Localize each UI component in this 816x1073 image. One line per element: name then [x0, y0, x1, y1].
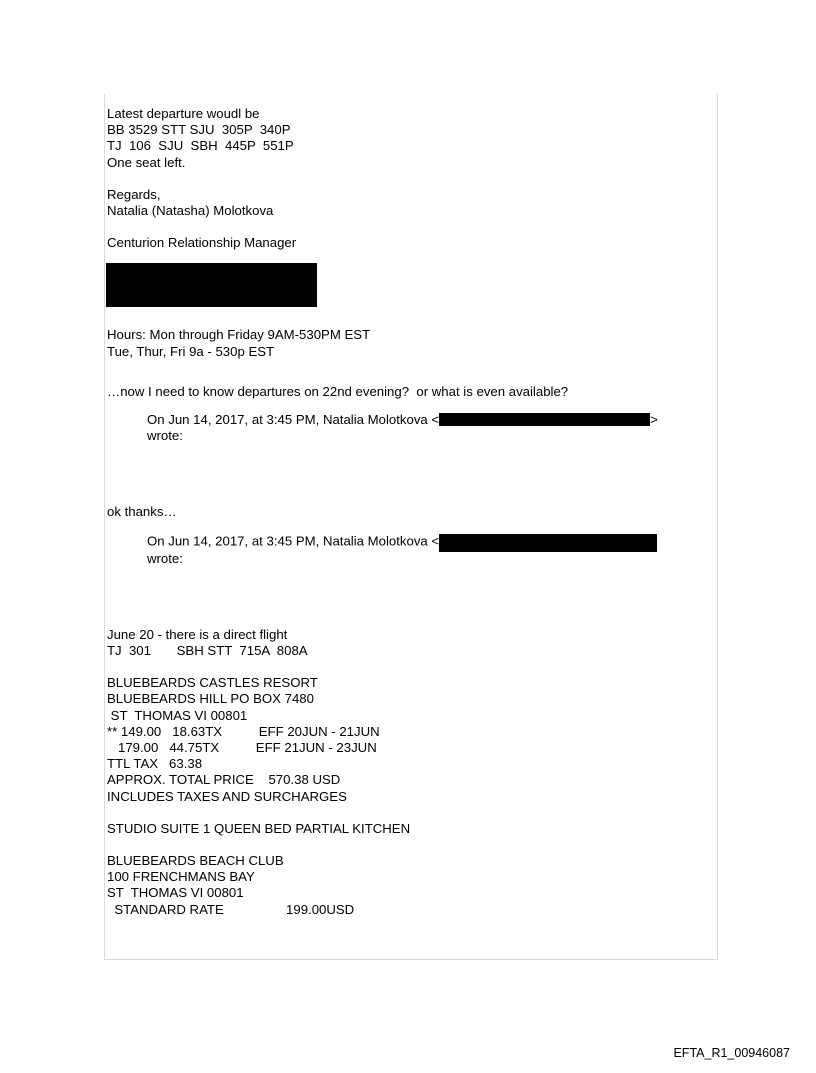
regards: Regards,: [107, 186, 161, 202]
flight-line-2: TJ 106 SJU SBH 445P 551P: [107, 138, 294, 154]
rate-line-2: 179.00 44.75TX EFF 21JUN - 23JUN: [107, 740, 377, 756]
quote2-wrote: wrote:: [147, 550, 183, 566]
hotel2-address-1: 100 FRENCHMANS BAY: [107, 869, 255, 885]
redaction-email-1: [439, 413, 650, 426]
standard-rate: STANDARD RATE 199.00USD: [107, 901, 355, 917]
sender-name: Natalia (Natasha) Molotkova: [107, 203, 274, 219]
quote-header-1: [147, 412, 707, 444]
june20-note: June 20 - there is a direct flight: [107, 626, 288, 642]
redaction-email-2: [439, 534, 657, 552]
hotel2-address-2: ST THOMAS VI 00801: [107, 885, 244, 901]
quote1-prefix: On Jun 14, 2017, at 3:45 PM, Natalia Molotkova <: [147, 412, 440, 428]
approx-total: APPROX. TOTAL PRICE 570.38 USD: [107, 772, 341, 788]
redaction-block: [106, 263, 317, 307]
quote1-wrote: wrote:: [147, 428, 183, 444]
flight-line-3: TJ 301 SBH STT 715A 808A: [107, 643, 308, 659]
hours-line-1: Hours: Mon through Friday 9AM-530PM EST: [107, 327, 371, 343]
hotel1-address-2: ST THOMAS VI 00801: [107, 707, 248, 723]
quote-header-2: [147, 533, 707, 567]
document-id: EFTA_R1_00946087: [673, 1046, 790, 1060]
quote2-prefix: On Jun 14, 2017, at 3:45 PM, Natalia Molotkova <: [147, 533, 440, 549]
hotel2-name: BLUEBEARDS BEACH CLUB: [107, 853, 284, 869]
departure-intro: Latest departure woudl be: [107, 106, 260, 121]
ok-thanks: ok thanks…: [107, 504, 177, 520]
sender-title: Centurion Relationship Manager: [107, 235, 297, 251]
room-type: STUDIO SUITE 1 QUEEN BED PARTIAL KITCHEN: [107, 820, 411, 836]
hours-line-2: Tue, Thur, Fri 9a - 530p EST: [107, 343, 275, 359]
flight-line-1: BB 3529 STT SJU 305P 340P: [107, 122, 291, 138]
email-body: [107, 106, 707, 918]
includes-taxes: INCLUDES TAXES AND SURCHARGES: [107, 788, 347, 804]
hotel1-name: BLUEBEARDS CASTLES RESORT: [107, 675, 318, 691]
seat-note: One seat left.: [107, 154, 186, 170]
ttl-tax: TTL TAX 63.38: [107, 756, 203, 772]
rate-line-1: ** 149.00 18.63TX EFF 20JUN - 21JUN: [107, 723, 380, 739]
quote1-suffix: >: [650, 412, 658, 428]
question: …now I need to know departures on 22nd evening? or what is even available?: [107, 383, 569, 399]
hotel1-address-1: BLUEBEARDS HILL PO BOX 7480: [107, 691, 314, 707]
